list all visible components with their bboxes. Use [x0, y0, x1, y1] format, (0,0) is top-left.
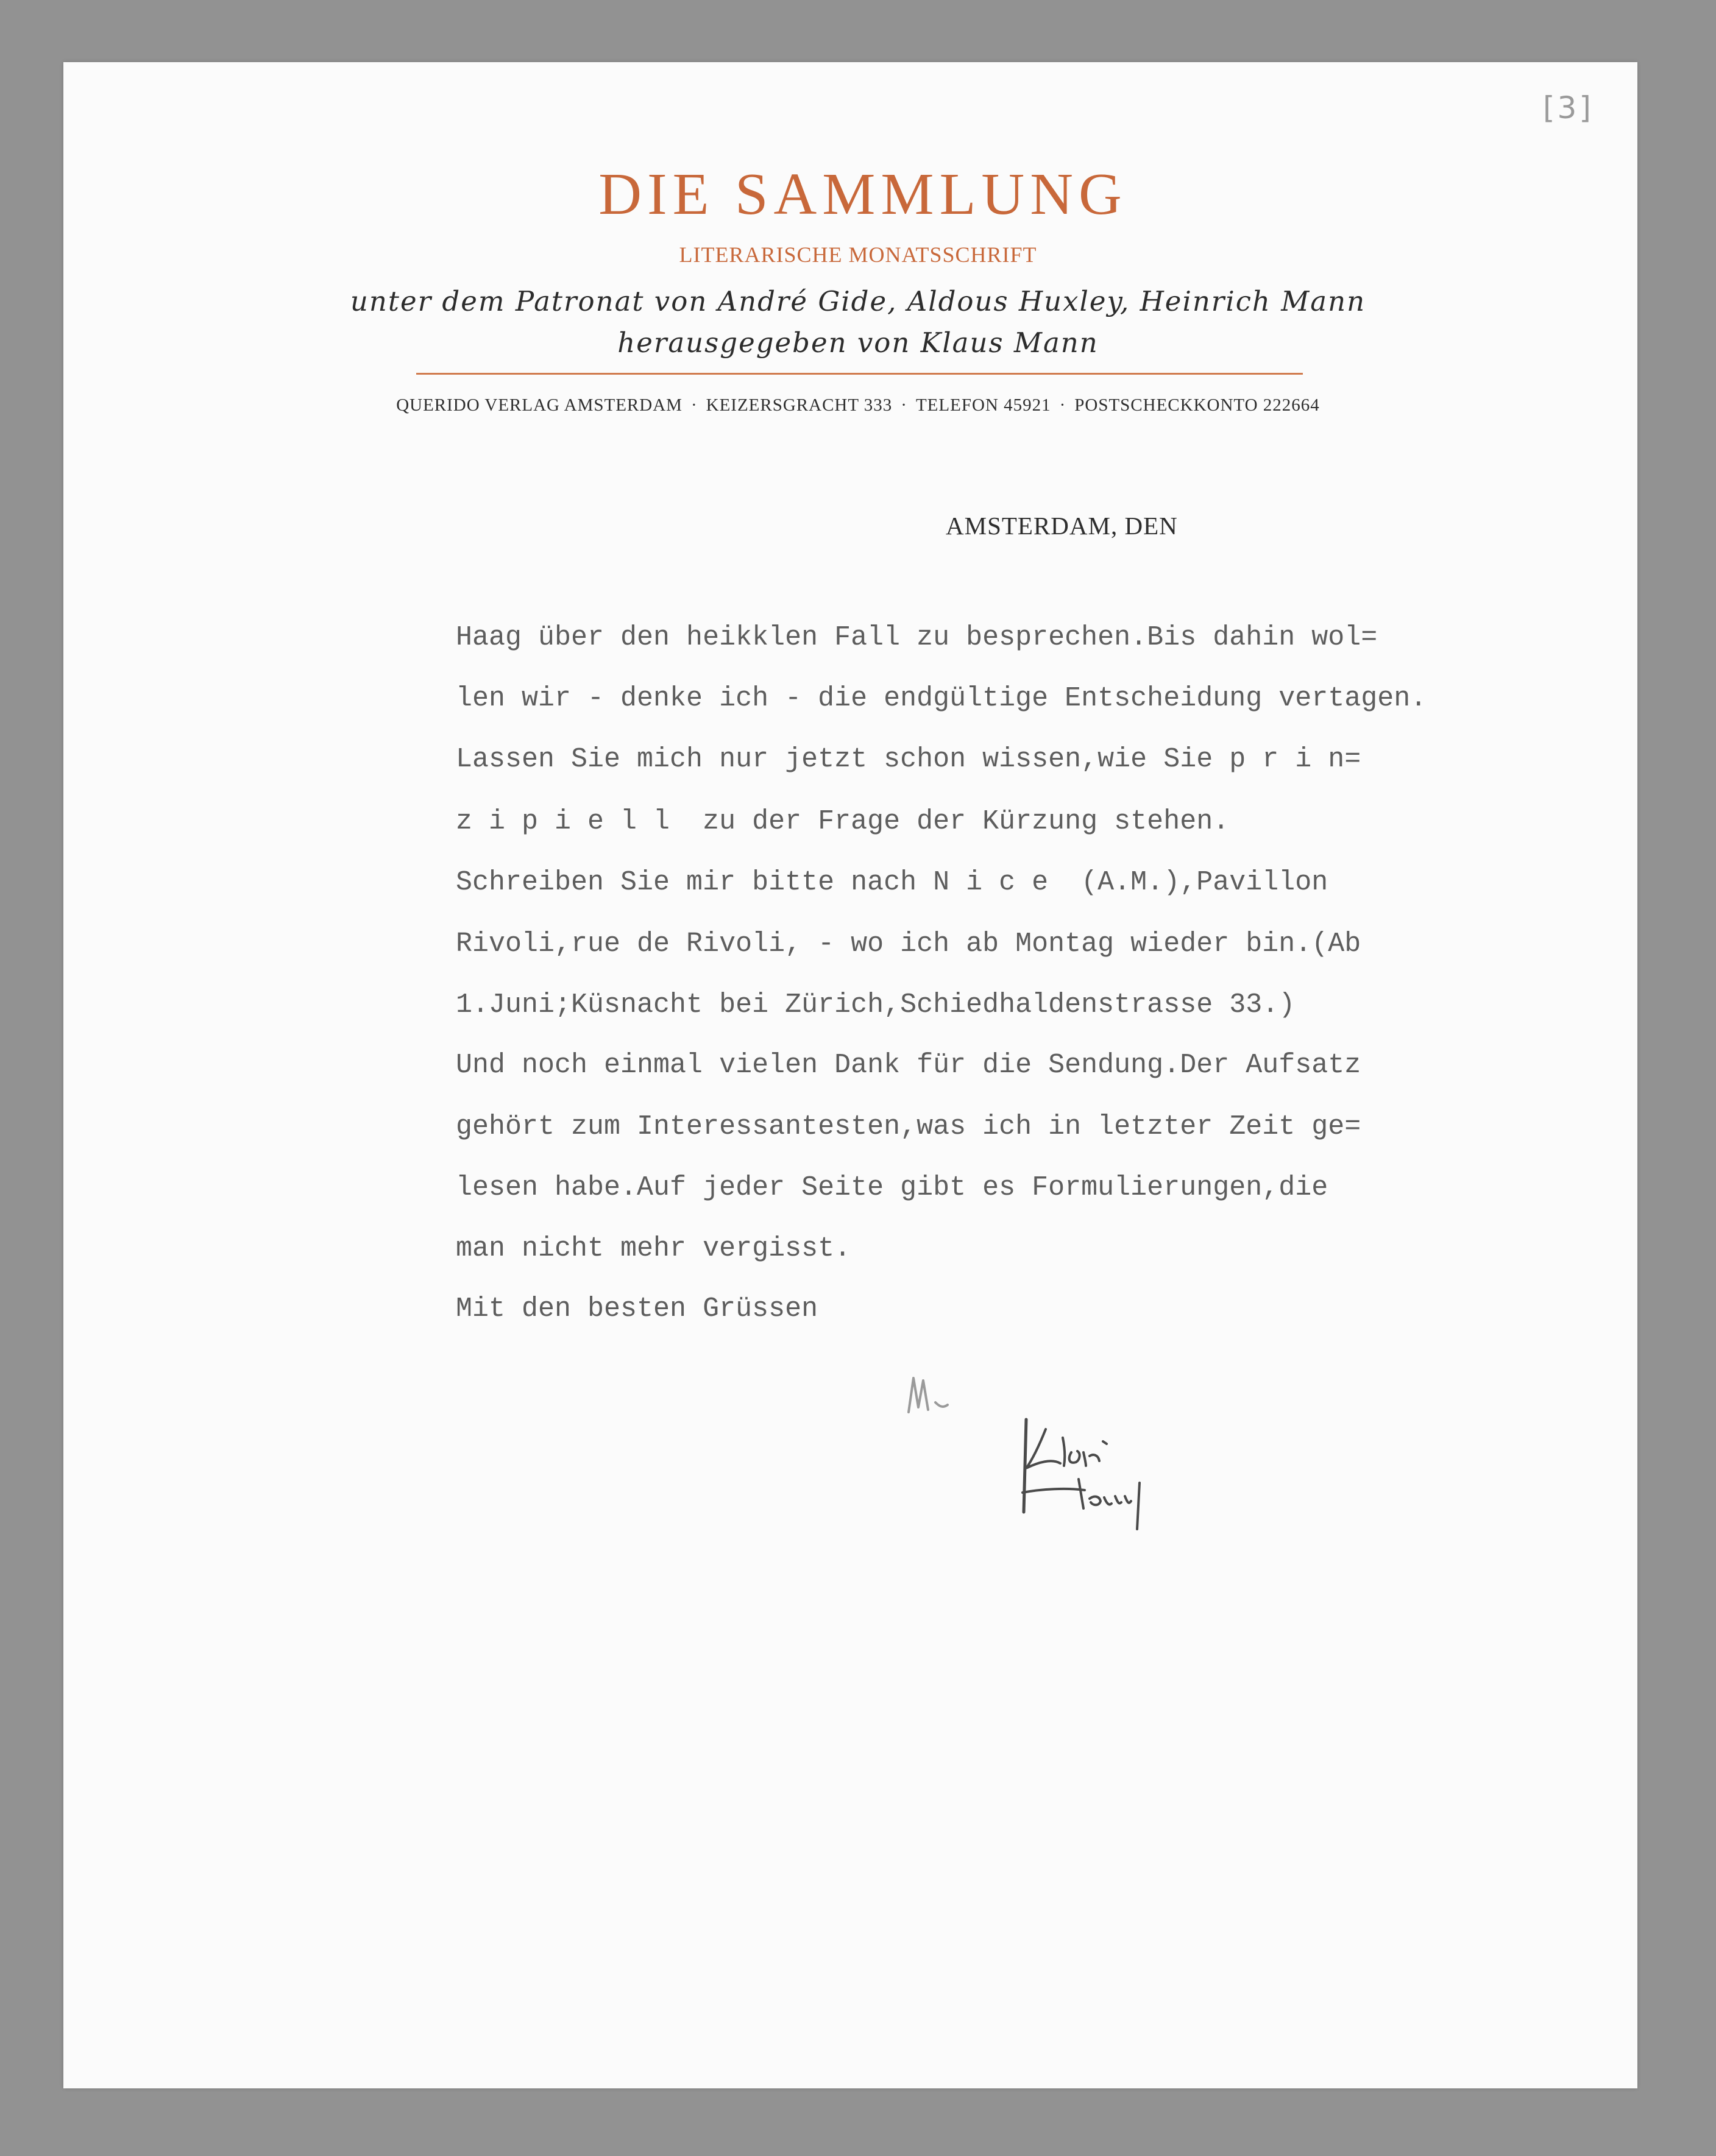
address-separator: ·: [901, 395, 907, 415]
editor-line: herausgegeben von Klaus Mann: [617, 327, 1099, 359]
place-date-line: AMSTERDAM, DEN: [946, 512, 1178, 540]
letter-line: Rivoli,rue de Rivoli, - wo ich ab Montag wieder bin.(Ab: [456, 928, 1361, 960]
patronage-line: unter dem Patronat von André Gide, Aldous Huxley, Heinrich Mann: [350, 285, 1366, 317]
letter-line: Lassen Sie mich nur jetzt schon wissen,wie Sie p r i n=: [456, 744, 1361, 775]
letter-line: len wir - denke ich - die endgültige Entscheidung vertagen.: [456, 683, 1427, 714]
letter-line: Schreiben Sie mir bitte nach N i c e (A.M.),Pavillon: [456, 867, 1328, 898]
letter-line: Mit den besten Grüssen: [456, 1293, 818, 1324]
address-street: KEIZERSGRACHT 333: [706, 395, 893, 415]
handwritten-pencil-mark: [905, 1370, 972, 1424]
letter-line: man nicht mehr vergisst.: [456, 1233, 851, 1264]
address-phone: TELEFON 45921: [915, 395, 1051, 415]
masthead-title: DIE SAMMLUNG: [598, 161, 1127, 227]
handwritten-signature: [1018, 1407, 1237, 1541]
letter-line: Und noch einmal vielen Dank für die Sendung.Der Aufsatz: [456, 1050, 1361, 1081]
address-publisher: QUERIDO VERLAG AMSTERDAM: [396, 395, 682, 415]
letterhead-rule: [416, 373, 1303, 375]
address-separator: ·: [690, 395, 698, 415]
masthead-subtitle: LITERARISCHE MONATSSCHRIFT: [679, 242, 1037, 267]
publisher-address: [0, 397, 1716, 414]
address-separator: ·: [1059, 395, 1066, 415]
letter-line: 1.Juni;Küsnacht bei Zürich,Schiedhaldenstrasse 33.): [456, 989, 1296, 1020]
letter-line: lesen habe.Auf jeder Seite gibt es Formulierungen,die: [456, 1172, 1328, 1203]
letter-line: gehört zum Interessantesten,was ich in letzter Zeit ge=: [456, 1111, 1361, 1142]
address-account: POSTSCHECKKONTO 222664: [1074, 395, 1320, 415]
letter-line: Haag über den heikklen Fall zu besprechen.Bis dahin wol=: [456, 622, 1378, 653]
archive-number: [3]: [1543, 90, 1594, 125]
letter-line: z i p i e l l zu der Frage der Kürzung stehen.: [456, 806, 1230, 837]
